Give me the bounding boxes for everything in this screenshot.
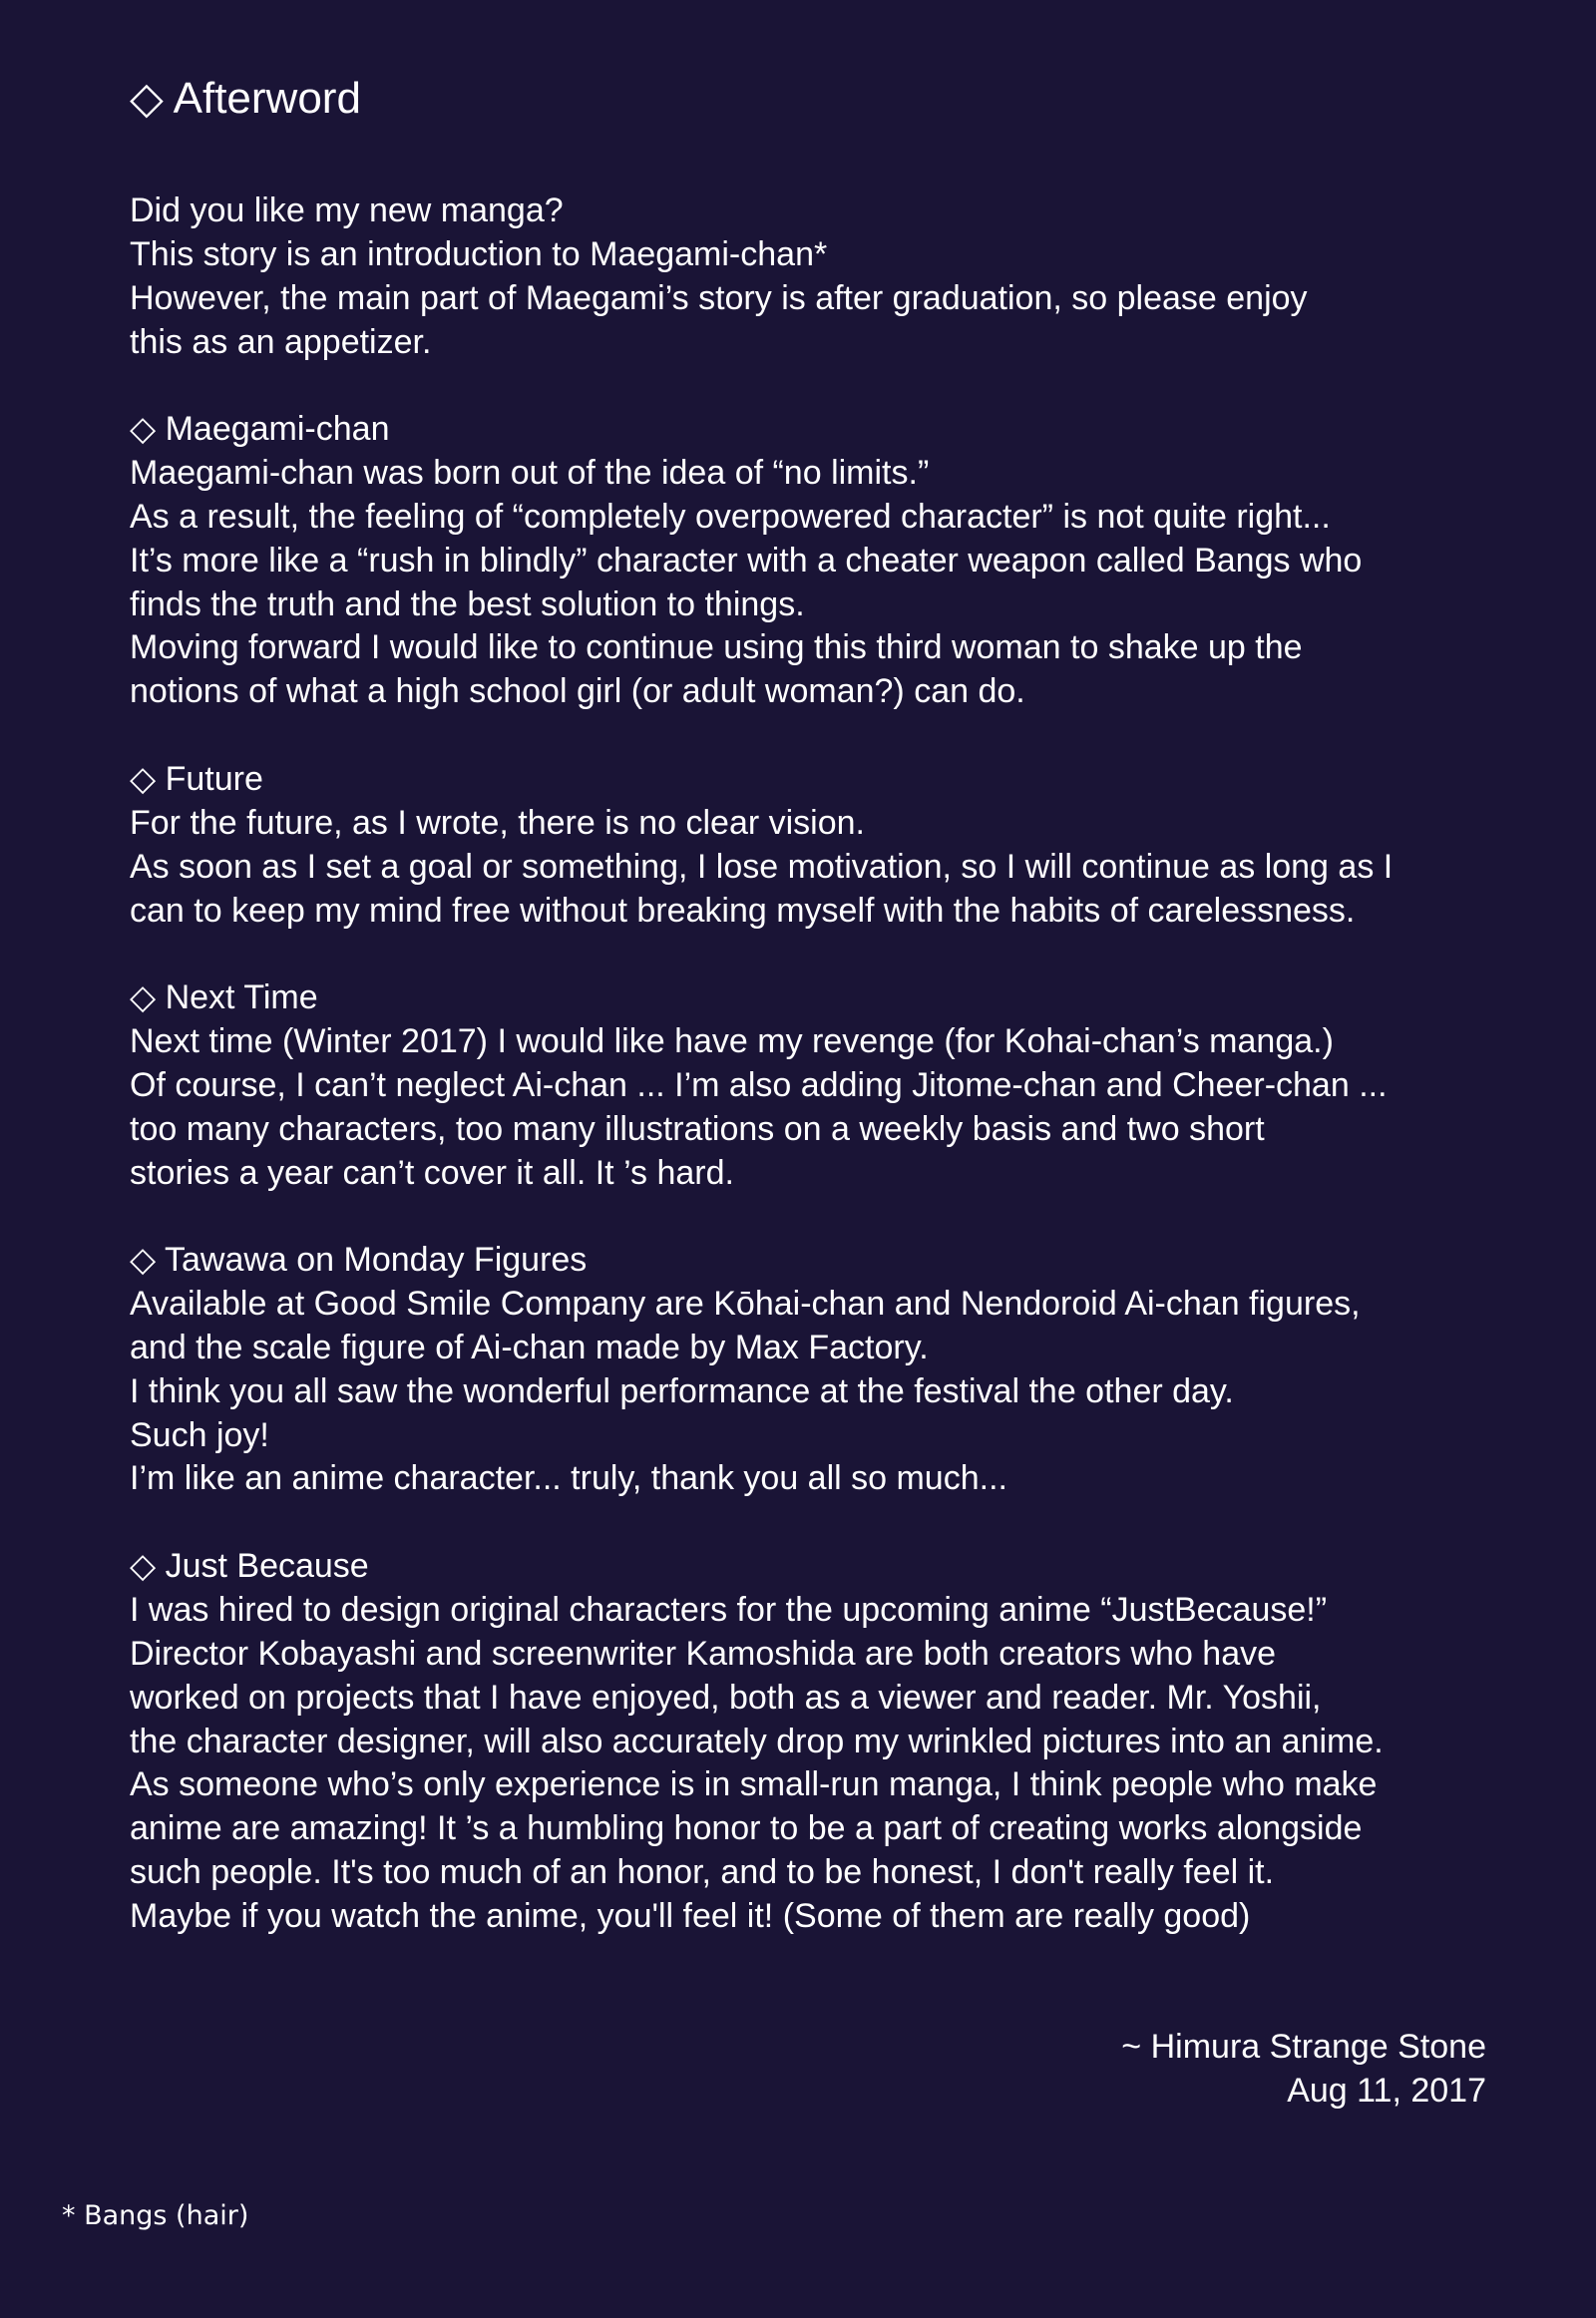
section	[130, 1195, 1506, 1501]
text-line: anime are amazing! It ’s a humbling honor to be a part of creating works alongside	[130, 1809, 1363, 1848]
text-line: It’s more like a “rush in blindly” character with a cheater weapon called Bangs who	[130, 541, 1363, 580]
text-line: I’m like an anime character... truly, thank you all so much...	[130, 1459, 1007, 1498]
text-line: and the scale figure of Ai-chan made by Max Factory.	[130, 1328, 929, 1366]
section-heading: ◇ Future	[130, 759, 263, 798]
spacer	[130, 714, 1506, 758]
section	[130, 364, 1506, 714]
text-line: Director Kobayashi and screenwriter Kamoshida are both creators who have	[130, 1634, 1277, 1673]
spacer	[130, 1501, 1506, 1545]
text-line: I was hired to design original characters for the upcoming anime “JustBecause!”	[130, 1591, 1328, 1629]
text-line: this as an appetizer.	[130, 322, 432, 361]
text-line: Did you like my new manga?	[130, 192, 564, 229]
spacer	[130, 933, 1506, 976]
text-line: too many characters, too many illustrations on a weekly basis and two short	[130, 1109, 1265, 1148]
section-heading: ◇ Maegami-chan	[130, 410, 390, 449]
text-line: such people. It's too much of an honor, and to be honest, I don't really feel it.	[130, 1853, 1275, 1892]
signature-date: Aug 11, 2017	[1287, 2071, 1486, 2110]
text-line: Available at Good Smile Company are Kōhai-chan and Nendoroid Ai-chan figures,	[130, 1285, 1361, 1324]
text-line: notions of what a high school girl (or adult woman?) can do.	[130, 672, 1025, 711]
text-line: I think you all saw the wonderful performance at the festival the other day.	[130, 1371, 1234, 1410]
text-line: As a result, the feeling of “completely overpowered character” is not quite right...	[130, 497, 1331, 536]
text-line: Of course, I can’t neglect Ai-chan ... I’m also adding Jitome-chan and Cheer-chan ...	[130, 1065, 1388, 1104]
text-line: Maegami-chan was born out of the idea of “no limits.”	[130, 454, 930, 493]
page-title: ◇ Afterword	[130, 74, 361, 123]
section-heading: ◇ Tawawa on Monday Figures	[130, 1241, 588, 1280]
text-line: This story is an introduction to Maegami-chan*	[130, 234, 828, 273]
section	[130, 933, 1506, 1195]
text-line: worked on projects that I have enjoyed, both as a viewer and reader. Mr. Yoshii,	[130, 1678, 1322, 1717]
afterword-body	[130, 190, 1506, 1939]
text-line: However, the main part of Maegami’s story is after graduation, so please enjoy	[130, 278, 1308, 317]
signature-author: ~ Himura Strange Stone	[1121, 2028, 1486, 2066]
text-line: Moving forward I would like to continue using this third woman to shake up the	[130, 628, 1303, 667]
footnote: * Bangs (hair)	[62, 2200, 249, 2231]
section	[130, 1501, 1506, 1938]
text-line: Next time (Winter 2017) I would like have my revenge (for Kohai-chan’s manga.)	[130, 1022, 1334, 1061]
section-heading: ◇ Next Time	[130, 978, 318, 1017]
spacer	[130, 364, 1506, 408]
text-line: For the future, as I wrote, there is no clear vision.	[130, 803, 865, 842]
section	[130, 714, 1506, 933]
text-line: can to keep my mind free without breaking myself with the habits of carelessness.	[130, 891, 1356, 930]
text-line: finds the truth and the best solution to things.	[130, 584, 805, 623]
text-line: Such joy!	[130, 1415, 269, 1454]
text-line: the character designer, will also accurately drop my wrinkled pictures into an anime.	[130, 1722, 1384, 1760]
section	[130, 190, 1506, 364]
text-line: As someone who’s only experience is in small-run manga, I think people who make	[130, 1765, 1378, 1804]
section-heading: ◇ Just Because	[130, 1547, 369, 1586]
text-line: Maybe if you watch the anime, you'll feel it! (Some of them are really good)	[130, 1896, 1251, 1935]
text-line: stories a year can’t cover it all. It ’s hard.	[130, 1153, 734, 1192]
signature	[1121, 2026, 1486, 2114]
text-line: As soon as I set a goal or something, I lose motivation, so I will continue as long as I	[130, 847, 1394, 886]
spacer	[130, 1195, 1506, 1239]
